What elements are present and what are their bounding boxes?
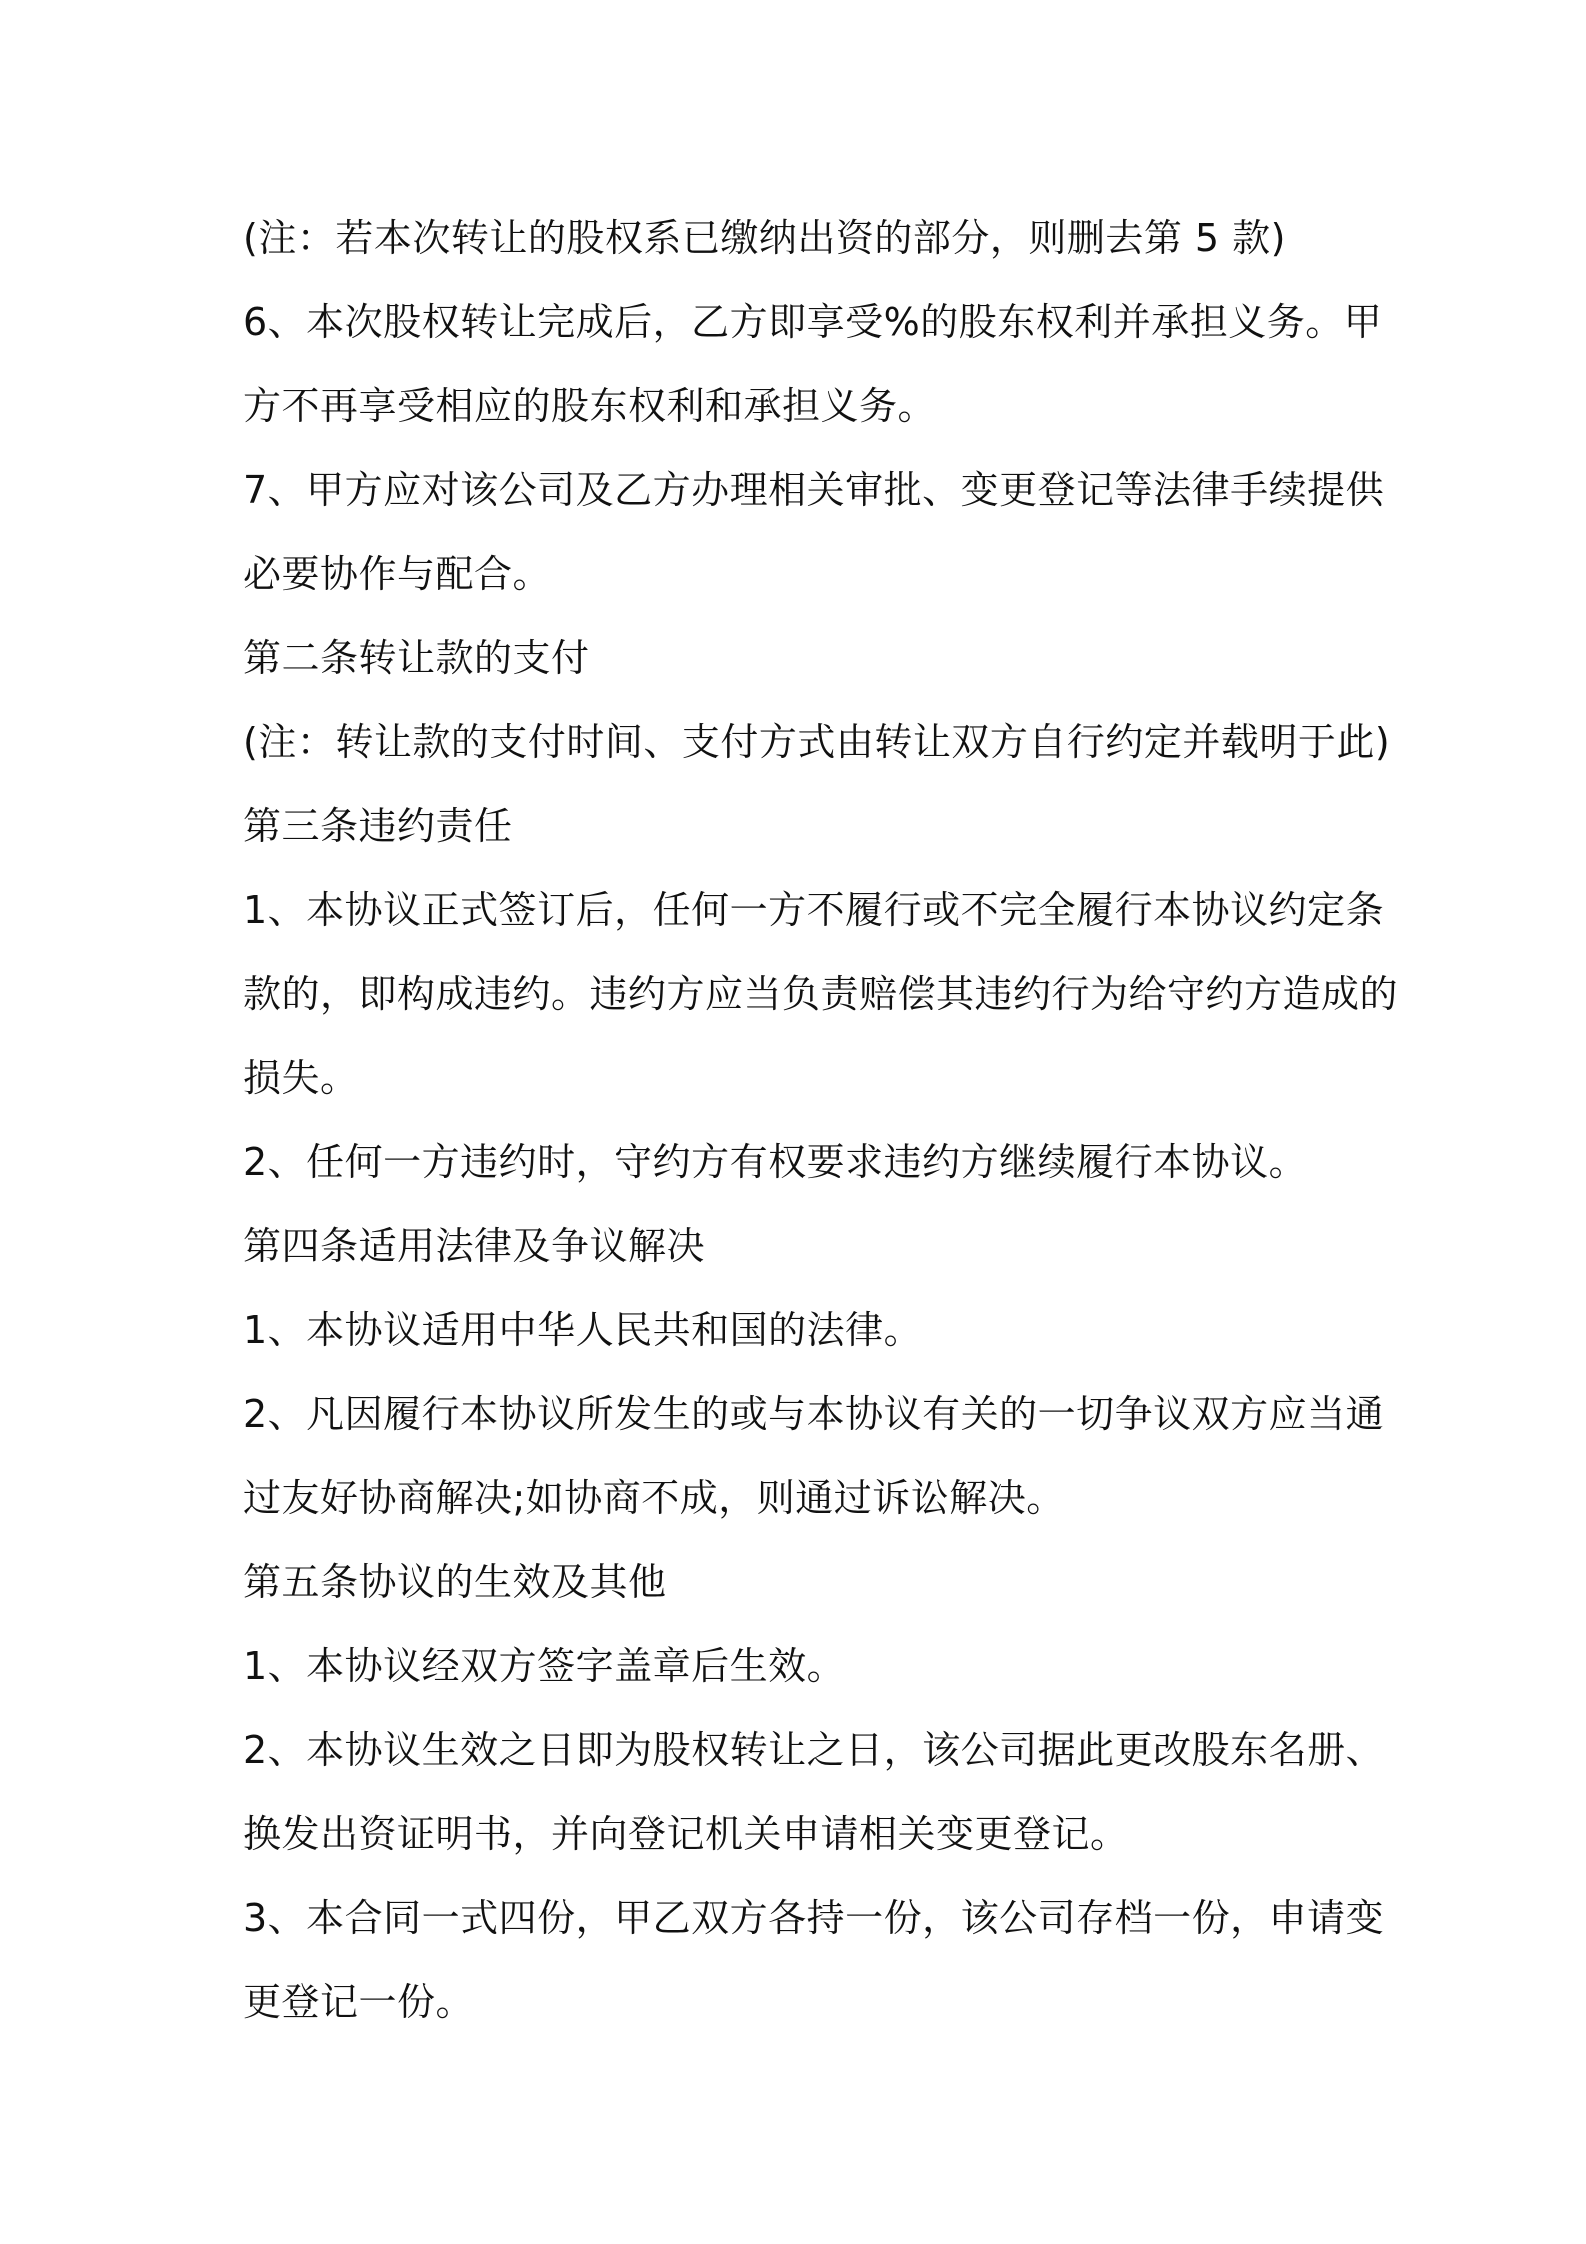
paragraph-line: 1、本协议适用中华人民共和国的法律。 xyxy=(243,1308,923,1352)
section-heading: 第二条转让款的支付 xyxy=(243,636,590,680)
paragraph-line: 2、本协议生效之日即为股权转让之日，该公司据此更改股东名册、 xyxy=(243,1728,1385,1772)
document-body xyxy=(243,196,1399,2044)
section-heading: 第三条违约责任 xyxy=(243,804,513,848)
paragraph-line: 3、本合同一式四份，甲乙双方各持一份，该公司存档一份，申请变 xyxy=(243,1896,1385,1940)
note-line: (注：转让款的支付时间、支付方式由转让双方自行约定并载明于此) xyxy=(243,720,1391,764)
paragraph-line: 过友好协商解决;如协商不成，则通过诉讼解决。 xyxy=(243,1476,1065,1520)
paragraph-line: 必要协作与配合。 xyxy=(243,552,552,596)
paragraph-line: 1、本协议经双方签字盖章后生效。 xyxy=(243,1644,846,1688)
paragraph-line: 7、甲方应对该公司及乙方办理相关审批、变更登记等法律手续提供 xyxy=(243,468,1385,512)
paragraph-line: 方不再享受相应的股东权利和承担义务。 xyxy=(243,384,937,428)
paragraph-line: 更登记一份。 xyxy=(243,1980,475,2024)
paragraph-line: 6、本次股权转让完成后，乙方即享受%的股东权利并承担义务。甲 xyxy=(243,300,1383,344)
paragraph-line: 2、凡因履行本协议所发生的或与本协议有关的一切争议双方应当通 xyxy=(243,1392,1385,1436)
paragraph-line: 换发出资证明书，并向登记机关申请相关变更登记。 xyxy=(243,1812,1129,1856)
section-heading: 第四条适用法律及争议解决 xyxy=(243,1224,706,1268)
paragraph-line: 1、本协议正式签订后，任何一方不履行或不完全履行本协议约定条 xyxy=(243,888,1385,932)
paragraph-line: 款的，即构成违约。违约方应当负责赔偿其违约行为给守约方造成的 xyxy=(243,972,1399,1016)
paragraph-line: 损失。 xyxy=(243,1056,359,1100)
note-line: (注：若本次转让的股权系已缴纳出资的部分，则删去第 5 款) xyxy=(243,216,1286,260)
section-heading: 第五条协议的生效及其他 xyxy=(243,1560,667,1604)
paragraph-line: 2、任何一方违约时，守约方有权要求违约方继续履行本协议。 xyxy=(243,1140,1308,1184)
